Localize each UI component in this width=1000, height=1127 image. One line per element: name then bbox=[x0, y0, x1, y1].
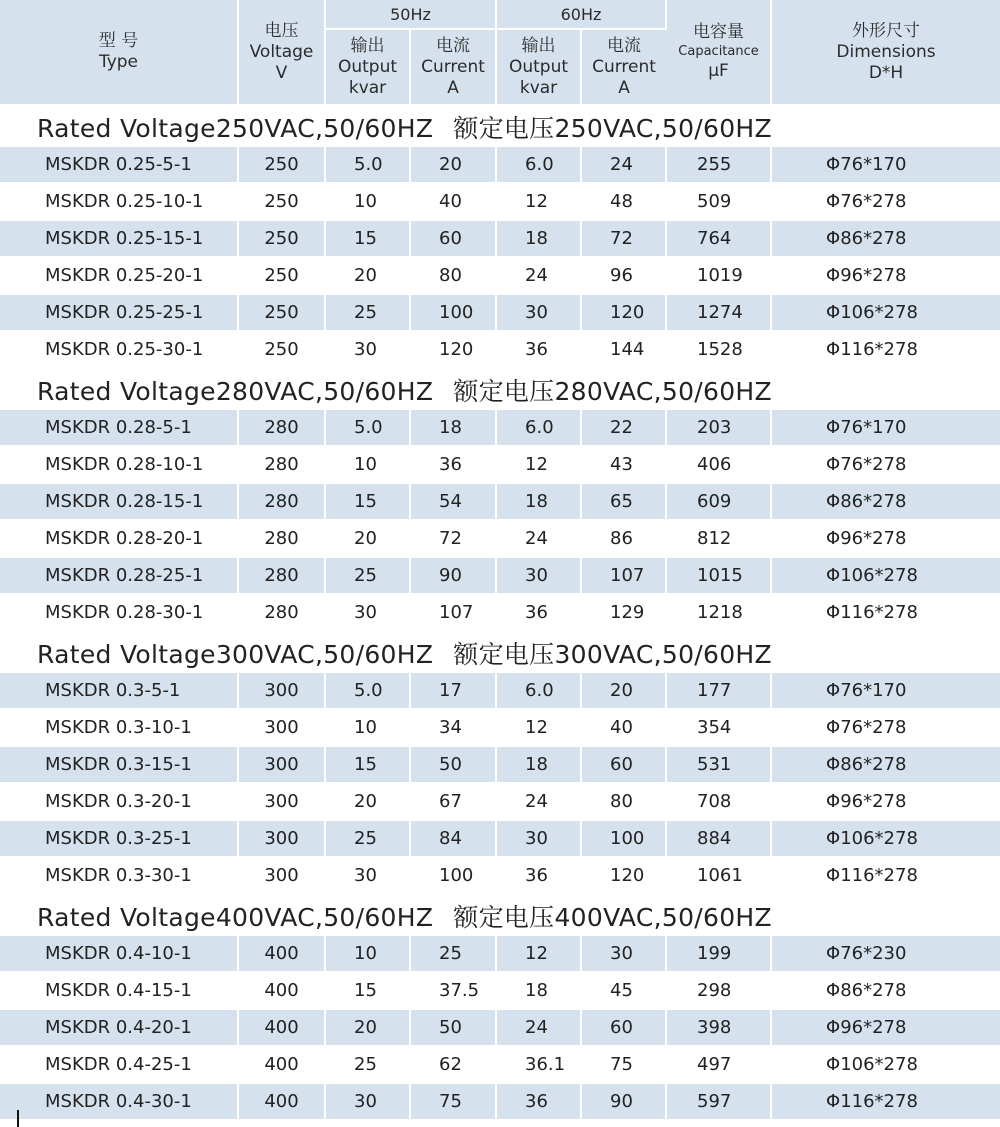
cell-dimensions: Φ76*278 bbox=[771, 709, 1000, 746]
cell-capacitance: 354 bbox=[666, 709, 771, 746]
cell-current-60hz: 120 bbox=[581, 857, 666, 894]
cell-voltage: 400 bbox=[238, 1046, 325, 1083]
cell-current-60hz: 60 bbox=[581, 1009, 666, 1046]
cell-output-60hz: 12 bbox=[496, 183, 581, 220]
cell-current-60hz: 107 bbox=[581, 557, 666, 594]
group-title-en: Rated Voltage280VAC,50/60HZ bbox=[37, 376, 434, 406]
cell-type: MSKDR 0.4-25-1 bbox=[0, 1046, 238, 1083]
header-output-cn: 输出 bbox=[521, 35, 556, 56]
cell-output-60hz: 12 bbox=[496, 709, 581, 746]
table-row bbox=[0, 594, 1000, 631]
cell-output-60hz: 24 bbox=[496, 1009, 581, 1046]
group-title-row bbox=[0, 631, 1000, 673]
group-title-cn: 额定电压280VAC,50/60HZ bbox=[453, 376, 772, 406]
cell-type: MSKDR 0.28-20-1 bbox=[0, 520, 238, 557]
cell-voltage: 250 bbox=[238, 220, 325, 257]
cell-output-50hz: 15 bbox=[325, 972, 410, 1009]
header-output-cn: 输出 bbox=[350, 35, 385, 56]
group-title-row bbox=[0, 368, 1000, 410]
cell-type: MSKDR 0.3-15-1 bbox=[0, 746, 238, 783]
cell-capacitance: 177 bbox=[666, 673, 771, 709]
table-header bbox=[0, 0, 1000, 105]
cell-output-50hz: 25 bbox=[325, 1046, 410, 1083]
table-row bbox=[0, 1083, 1000, 1120]
cell-output-50hz: 5.0 bbox=[325, 673, 410, 709]
cell-current-60hz: 90 bbox=[581, 1083, 666, 1120]
cell-output-60hz: 24 bbox=[496, 783, 581, 820]
header-dimensions-en: Dimensions bbox=[836, 41, 936, 62]
cell-current-60hz: 24 bbox=[581, 147, 666, 183]
group-title bbox=[0, 631, 1000, 673]
cell-output-50hz: 20 bbox=[325, 783, 410, 820]
header-type-cn: 型 号 bbox=[98, 31, 139, 51]
cell-voltage: 300 bbox=[238, 709, 325, 746]
group-title-en: Rated Voltage400VAC,50/60HZ bbox=[37, 902, 434, 932]
cell-output-60hz: 36 bbox=[496, 594, 581, 631]
header-dimensions-unit: D*H bbox=[868, 62, 904, 83]
cell-output-60hz: 12 bbox=[496, 936, 581, 972]
group-title-cn: 额定电压250VAC,50/60HZ bbox=[453, 113, 772, 143]
cell-current-50hz: 36 bbox=[410, 446, 496, 483]
cell-output-50hz: 30 bbox=[325, 857, 410, 894]
header-current-cn: 电流 bbox=[607, 35, 642, 56]
cell-type: MSKDR 0.28-5-1 bbox=[0, 410, 238, 446]
cell-output-60hz: 6.0 bbox=[496, 410, 581, 446]
cell-output-50hz: 10 bbox=[325, 446, 410, 483]
cell-voltage: 250 bbox=[238, 183, 325, 220]
cell-current-50hz: 62 bbox=[410, 1046, 496, 1083]
cell-type: MSKDR 0.28-15-1 bbox=[0, 483, 238, 520]
cell-output-60hz: 30 bbox=[496, 820, 581, 857]
cell-current-50hz: 120 bbox=[410, 331, 496, 368]
cell-voltage: 280 bbox=[238, 557, 325, 594]
group-title bbox=[0, 105, 1000, 147]
header-current-50hz bbox=[410, 29, 496, 105]
table-row bbox=[0, 746, 1000, 783]
cell-capacitance: 1528 bbox=[666, 331, 771, 368]
cell-current-50hz: 90 bbox=[410, 557, 496, 594]
cell-type: MSKDR 0.4-10-1 bbox=[0, 936, 238, 972]
table-row bbox=[0, 1009, 1000, 1046]
cell-type: MSKDR 0.25-15-1 bbox=[0, 220, 238, 257]
cell-capacitance: 1061 bbox=[666, 857, 771, 894]
table-row bbox=[0, 857, 1000, 894]
cell-current-60hz: 72 bbox=[581, 220, 666, 257]
header-output-en: Output bbox=[337, 56, 398, 77]
cell-voltage: 400 bbox=[238, 972, 325, 1009]
cell-current-50hz: 100 bbox=[410, 294, 496, 331]
header-output-50hz bbox=[325, 29, 410, 105]
cell-capacitance: 708 bbox=[666, 783, 771, 820]
cell-current-60hz: 120 bbox=[581, 294, 666, 331]
cell-type: MSKDR 0.25-10-1 bbox=[0, 183, 238, 220]
table-row bbox=[0, 446, 1000, 483]
cell-type: MSKDR 0.3-25-1 bbox=[0, 820, 238, 857]
header-current-60hz bbox=[581, 29, 666, 105]
header-dimensions-cn: 外形尺寸 bbox=[852, 20, 921, 41]
cell-dimensions: Φ76*170 bbox=[771, 410, 1000, 446]
table-row bbox=[0, 709, 1000, 746]
header-voltage-en: Voltage bbox=[249, 41, 314, 62]
group-title-en: Rated Voltage250VAC,50/60HZ bbox=[37, 113, 434, 143]
cell-dimensions: Φ106*278 bbox=[771, 1046, 1000, 1083]
header-current-en: Current bbox=[592, 56, 656, 77]
cell-voltage: 300 bbox=[238, 746, 325, 783]
cell-current-60hz: 40 bbox=[581, 709, 666, 746]
cell-current-60hz: 65 bbox=[581, 483, 666, 520]
header-current-unit: A bbox=[447, 77, 459, 98]
group-title bbox=[0, 894, 1000, 936]
cell-capacitance: 1274 bbox=[666, 294, 771, 331]
cell-output-60hz: 36 bbox=[496, 331, 581, 368]
header-capacitance-unit: μF bbox=[708, 61, 729, 81]
table-row bbox=[0, 147, 1000, 183]
cell-type: MSKDR 0.28-25-1 bbox=[0, 557, 238, 594]
cell-type: MSKDR 0.28-30-1 bbox=[0, 594, 238, 631]
cell-current-50hz: 75 bbox=[410, 1083, 496, 1120]
cell-voltage: 250 bbox=[238, 294, 325, 331]
cell-current-60hz: 100 bbox=[581, 820, 666, 857]
cell-voltage: 250 bbox=[238, 257, 325, 294]
table-row bbox=[0, 1046, 1000, 1083]
cell-output-50hz: 5.0 bbox=[325, 410, 410, 446]
cell-output-60hz: 30 bbox=[496, 557, 581, 594]
table-row bbox=[0, 972, 1000, 1009]
cell-dimensions: Φ116*278 bbox=[771, 594, 1000, 631]
cell-type: MSKDR 0.25-20-1 bbox=[0, 257, 238, 294]
cell-output-60hz: 12 bbox=[496, 446, 581, 483]
cell-dimensions: Φ116*278 bbox=[771, 1083, 1000, 1120]
header-output-unit: kvar bbox=[348, 77, 387, 98]
cell-current-50hz: 37.5 bbox=[410, 972, 496, 1009]
cell-current-50hz: 84 bbox=[410, 820, 496, 857]
cell-output-50hz: 30 bbox=[325, 1083, 410, 1120]
cell-type: MSKDR 0.3-30-1 bbox=[0, 857, 238, 894]
cell-capacitance: 1015 bbox=[666, 557, 771, 594]
cell-voltage: 300 bbox=[238, 673, 325, 709]
cell-current-60hz: 129 bbox=[581, 594, 666, 631]
cell-current-60hz: 75 bbox=[581, 1046, 666, 1083]
cell-output-60hz: 30 bbox=[496, 294, 581, 331]
cell-current-50hz: 17 bbox=[410, 673, 496, 709]
header-output-unit: kvar bbox=[519, 77, 558, 98]
cell-current-50hz: 50 bbox=[410, 746, 496, 783]
cell-output-60hz: 18 bbox=[496, 483, 581, 520]
cell-current-60hz: 20 bbox=[581, 673, 666, 709]
header-current-cn: 电流 bbox=[436, 35, 470, 56]
header-current-en: Current bbox=[421, 56, 485, 77]
cell-capacitance: 398 bbox=[666, 1009, 771, 1046]
cell-current-60hz: 45 bbox=[581, 972, 666, 1009]
cell-capacitance: 1019 bbox=[666, 257, 771, 294]
cell-voltage: 280 bbox=[238, 594, 325, 631]
cell-capacitance: 509 bbox=[666, 183, 771, 220]
cell-type: MSKDR 0.25-25-1 bbox=[0, 294, 238, 331]
cell-capacitance: 497 bbox=[666, 1046, 771, 1083]
group-title bbox=[0, 368, 1000, 410]
cell-current-50hz: 18 bbox=[410, 410, 496, 446]
cell-capacitance: 884 bbox=[666, 820, 771, 857]
cell-output-50hz: 15 bbox=[325, 220, 410, 257]
cell-dimensions: Φ96*278 bbox=[771, 520, 1000, 557]
cell-output-50hz: 10 bbox=[325, 183, 410, 220]
cell-voltage: 400 bbox=[238, 936, 325, 972]
cell-voltage: 300 bbox=[238, 783, 325, 820]
cell-voltage: 250 bbox=[238, 147, 325, 183]
cell-current-60hz: 60 bbox=[581, 746, 666, 783]
cell-current-50hz: 54 bbox=[410, 483, 496, 520]
cell-output-50hz: 20 bbox=[325, 520, 410, 557]
table-row bbox=[0, 183, 1000, 220]
cell-output-50hz: 25 bbox=[325, 820, 410, 857]
table-row bbox=[0, 257, 1000, 294]
cell-dimensions: Φ76*170 bbox=[771, 673, 1000, 709]
group-title-row bbox=[0, 894, 1000, 936]
cell-output-60hz: 6.0 bbox=[496, 673, 581, 709]
cell-capacitance: 531 bbox=[666, 746, 771, 783]
cell-current-50hz: 60 bbox=[410, 220, 496, 257]
cell-dimensions: Φ106*278 bbox=[771, 294, 1000, 331]
table-row bbox=[0, 483, 1000, 520]
cell-dimensions: Φ96*278 bbox=[771, 257, 1000, 294]
table-row bbox=[0, 783, 1000, 820]
cell-current-60hz: 48 bbox=[581, 183, 666, 220]
cell-output-60hz: 24 bbox=[496, 520, 581, 557]
table-row bbox=[0, 220, 1000, 257]
cell-type: MSKDR 0.3-5-1 bbox=[0, 673, 238, 709]
cell-current-60hz: 22 bbox=[581, 410, 666, 446]
table-body bbox=[0, 105, 1000, 1120]
cell-dimensions: Φ116*278 bbox=[771, 331, 1000, 368]
edge-mark bbox=[17, 1110, 19, 1127]
cell-current-50hz: 34 bbox=[410, 709, 496, 746]
cell-current-60hz: 43 bbox=[581, 446, 666, 483]
header-voltage-unit: V bbox=[275, 62, 288, 83]
cell-output-60hz: 36 bbox=[496, 857, 581, 894]
cell-dimensions: Φ96*278 bbox=[771, 783, 1000, 820]
cell-type: MSKDR 0.4-20-1 bbox=[0, 1009, 238, 1046]
cell-current-50hz: 67 bbox=[410, 783, 496, 820]
cell-current-50hz: 107 bbox=[410, 594, 496, 631]
cell-type: MSKDR 0.4-15-1 bbox=[0, 972, 238, 1009]
table-row bbox=[0, 820, 1000, 857]
cell-dimensions: Φ76*170 bbox=[771, 147, 1000, 183]
cell-dimensions: Φ86*278 bbox=[771, 746, 1000, 783]
cell-dimensions: Φ76*278 bbox=[771, 183, 1000, 220]
cell-output-60hz: 36 bbox=[496, 1083, 581, 1120]
table-row bbox=[0, 294, 1000, 331]
cell-voltage: 250 bbox=[238, 331, 325, 368]
table-row bbox=[0, 557, 1000, 594]
header-capacitance-cn: 电容量 bbox=[693, 22, 745, 42]
cell-current-50hz: 25 bbox=[410, 936, 496, 972]
header-freq-60hz: 60Hz bbox=[496, 0, 666, 29]
cell-capacitance: 812 bbox=[666, 520, 771, 557]
cell-voltage: 300 bbox=[238, 857, 325, 894]
cell-output-60hz: 18 bbox=[496, 220, 581, 257]
cell-voltage: 280 bbox=[238, 483, 325, 520]
cell-dimensions: Φ96*278 bbox=[771, 1009, 1000, 1046]
cell-capacitance: 298 bbox=[666, 972, 771, 1009]
table-row bbox=[0, 410, 1000, 446]
cell-current-50hz: 100 bbox=[410, 857, 496, 894]
cell-output-50hz: 10 bbox=[325, 709, 410, 746]
cell-output-50hz: 15 bbox=[325, 746, 410, 783]
cell-output-60hz: 18 bbox=[496, 746, 581, 783]
group-title-cn: 额定电压300VAC,50/60HZ bbox=[453, 639, 772, 669]
cell-voltage: 400 bbox=[238, 1083, 325, 1120]
table-row bbox=[0, 331, 1000, 368]
header-capacitance-en: Capacitance bbox=[678, 44, 759, 59]
cell-voltage: 400 bbox=[238, 1009, 325, 1046]
cell-current-60hz: 96 bbox=[581, 257, 666, 294]
cell-output-60hz: 18 bbox=[496, 972, 581, 1009]
cell-current-60hz: 30 bbox=[581, 936, 666, 972]
cell-type: MSKDR 0.3-10-1 bbox=[0, 709, 238, 746]
cell-voltage: 280 bbox=[238, 410, 325, 446]
header-dimensions bbox=[771, 0, 1000, 105]
header-voltage-cn: 电压 bbox=[264, 20, 299, 41]
cell-type: MSKDR 0.25-5-1 bbox=[0, 147, 238, 183]
cell-dimensions: Φ106*278 bbox=[771, 557, 1000, 594]
cell-output-50hz: 20 bbox=[325, 257, 410, 294]
cell-type: MSKDR 0.4-30-1 bbox=[0, 1083, 238, 1120]
cell-type: MSKDR 0.25-30-1 bbox=[0, 331, 238, 368]
header-voltage bbox=[238, 0, 325, 105]
group-title-row bbox=[0, 105, 1000, 147]
cell-voltage: 280 bbox=[238, 520, 325, 557]
cell-capacitance: 597 bbox=[666, 1083, 771, 1120]
cell-output-50hz: 25 bbox=[325, 294, 410, 331]
header-freq-50hz: 50Hz bbox=[325, 0, 496, 29]
cell-capacitance: 764 bbox=[666, 220, 771, 257]
cell-dimensions: Φ86*278 bbox=[771, 483, 1000, 520]
cell-current-60hz: 144 bbox=[581, 331, 666, 368]
cell-output-50hz: 15 bbox=[325, 483, 410, 520]
cell-output-50hz: 25 bbox=[325, 557, 410, 594]
cell-dimensions: Φ116*278 bbox=[771, 857, 1000, 894]
header-current-unit: A bbox=[618, 77, 630, 98]
cell-output-60hz: 6.0 bbox=[496, 147, 581, 183]
cell-output-60hz: 24 bbox=[496, 257, 581, 294]
cell-voltage: 300 bbox=[238, 820, 325, 857]
group-title-cn: 额定电压400VAC,50/60HZ bbox=[453, 902, 772, 932]
cell-dimensions: Φ86*278 bbox=[771, 972, 1000, 1009]
cell-output-50hz: 5.0 bbox=[325, 147, 410, 183]
header-output-en: Output bbox=[508, 56, 569, 77]
cell-capacitance: 406 bbox=[666, 446, 771, 483]
cell-type: MSKDR 0.28-10-1 bbox=[0, 446, 238, 483]
cell-output-50hz: 10 bbox=[325, 936, 410, 972]
header-type-en: Type bbox=[98, 52, 139, 72]
cell-output-50hz: 30 bbox=[325, 594, 410, 631]
table-row bbox=[0, 673, 1000, 709]
table-row bbox=[0, 520, 1000, 557]
cell-output-60hz: 36.1 bbox=[496, 1046, 581, 1083]
group-title-en: Rated Voltage300VAC,50/60HZ bbox=[37, 639, 434, 669]
cell-current-50hz: 72 bbox=[410, 520, 496, 557]
cell-capacitance: 199 bbox=[666, 936, 771, 972]
table-row bbox=[0, 936, 1000, 972]
cell-capacitance: 1218 bbox=[666, 594, 771, 631]
cell-current-60hz: 86 bbox=[581, 520, 666, 557]
cell-dimensions: Φ106*278 bbox=[771, 820, 1000, 857]
cell-capacitance: 203 bbox=[666, 410, 771, 446]
cell-dimensions: Φ86*278 bbox=[771, 220, 1000, 257]
cell-dimensions: Φ76*230 bbox=[771, 936, 1000, 972]
header-output-60hz bbox=[496, 29, 581, 105]
cell-current-50hz: 40 bbox=[410, 183, 496, 220]
header-type bbox=[0, 0, 238, 105]
cell-type: MSKDR 0.3-20-1 bbox=[0, 783, 238, 820]
cell-output-50hz: 30 bbox=[325, 331, 410, 368]
cell-output-50hz: 20 bbox=[325, 1009, 410, 1046]
cell-voltage: 280 bbox=[238, 446, 325, 483]
header-capacitance bbox=[666, 0, 771, 105]
cell-current-50hz: 20 bbox=[410, 147, 496, 183]
cell-current-50hz: 80 bbox=[410, 257, 496, 294]
cell-capacitance: 609 bbox=[666, 483, 771, 520]
cell-capacitance: 255 bbox=[666, 147, 771, 183]
cell-dimensions: Φ76*278 bbox=[771, 446, 1000, 483]
cell-current-60hz: 80 bbox=[581, 783, 666, 820]
cell-current-50hz: 50 bbox=[410, 1009, 496, 1046]
